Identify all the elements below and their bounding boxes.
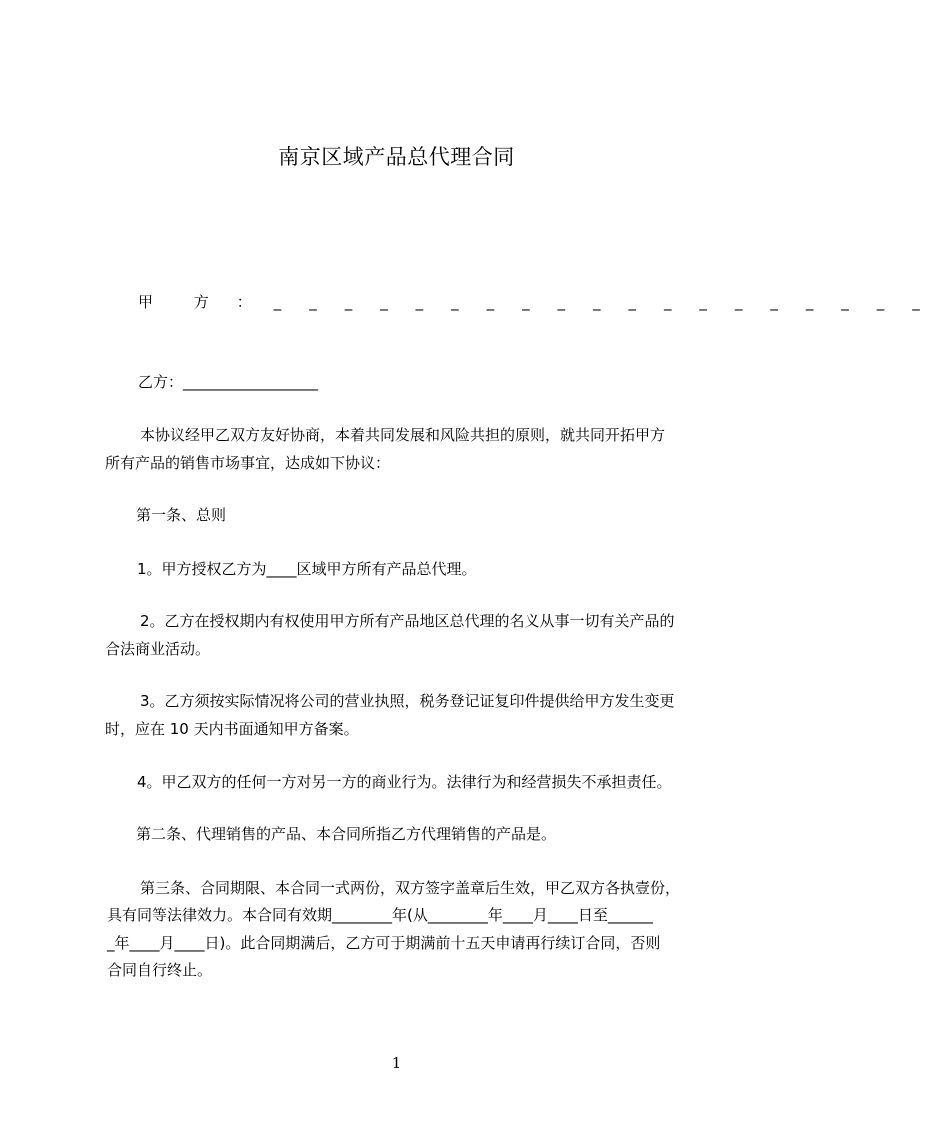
item3-line-1: 3。乙方须按实际情况将公司的营业执照，税务登记证复印件提供给甲方发生变更 <box>140 692 675 710</box>
item1-line: 1。甲方授权乙方为____区域甲方所有产品总代理。 <box>137 560 477 578</box>
party-a-colon: ： <box>236 293 252 311</box>
article2-line: 第二条、代理销售的产品、本合同所指乙方代理销售的产品是。 <box>136 825 557 843</box>
party-a-blank: _ _ _ _ _ _ _ _ _ _ _ _ _ _ _ _ _ _ _ <box>273 293 931 311</box>
article1-heading: 第一条、总则 <box>136 506 227 524</box>
page-number: 1 <box>391 1054 402 1072</box>
intro-line-2: 所有产品的销售市场事宜，达成如下协议： <box>105 454 391 472</box>
article3-line-2: 具有同等法律效力。本合同有效期________年(从________年____月____日至______ <box>107 906 653 924</box>
party-a-line <box>138 292 931 312</box>
intro-line-1: 本协议经甲乙双方友好协商，本着共同发展和风险共担的原则，就共同开拓甲方 <box>140 426 666 444</box>
article3-line-4: 合同自行终止。 <box>107 961 213 979</box>
party-b-line: 乙方：__________________ <box>138 373 319 391</box>
document-title: 南京区域产品总代理合同 <box>278 145 515 169</box>
item2-line-2: 合法商业活动。 <box>105 640 211 658</box>
item4-line: 4。甲乙双方的任何一方对另一方的商业行为。法律行为和经营损失不承担责任。 <box>137 773 672 791</box>
article3-line-1: 第三条、合同期限、本合同一式两份，双方签字盖章后生效，甲乙双方各执壹份， <box>140 879 681 897</box>
party-a-label: 甲 方 <box>138 293 227 311</box>
item2-line-1: 2。乙方在授权期内有权使用甲方所有产品地区总代理的名义从事一切有关产品的 <box>140 612 675 630</box>
article3-line-3: _年____月____日)。此合同期满后，乙方可于期满前十五天申请再行续订合同，否则 <box>107 934 661 952</box>
item3-line-2: 时，应在 10 天内书面通知甲方备案。 <box>105 720 359 738</box>
